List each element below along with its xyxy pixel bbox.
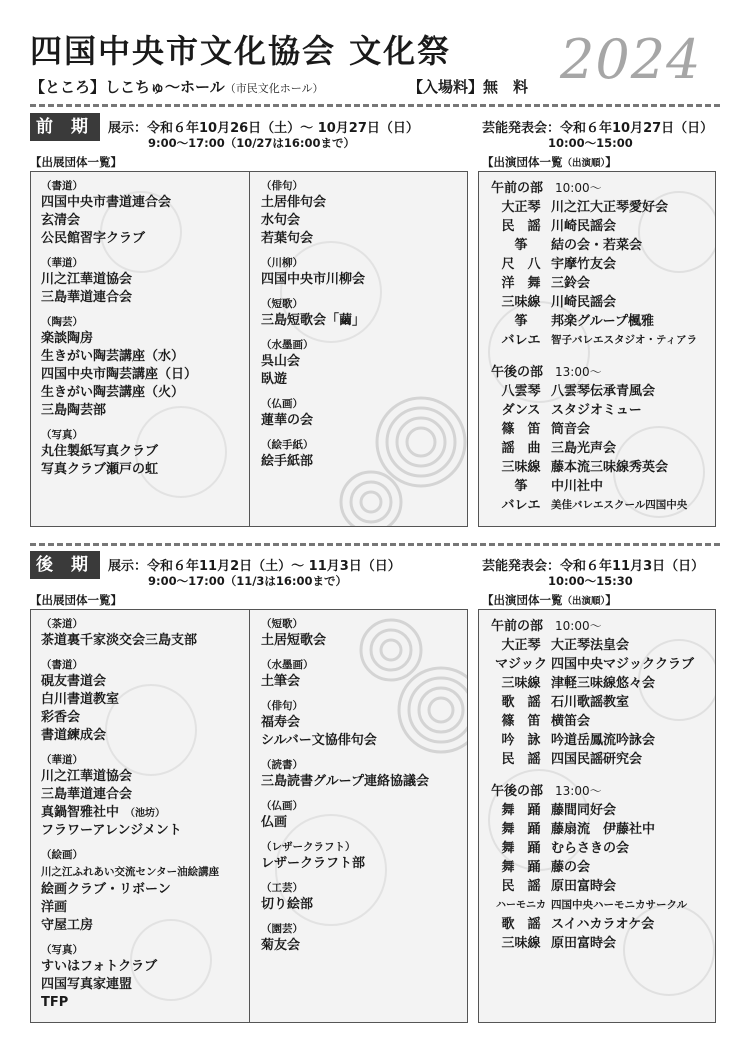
performer-genre: 大正琴	[501, 200, 541, 215]
spacer	[491, 769, 713, 781]
exhibitor-text: 写真クラブ瀬戸の虹	[41, 462, 159, 477]
session-time: 10:00～	[555, 181, 602, 195]
exhibitor-text: 川之江華道協会	[41, 769, 133, 784]
performer-box	[478, 171, 716, 527]
exhibitor-name	[261, 855, 461, 873]
exhibitor-text: すいはフォトクラブ	[41, 959, 158, 974]
exhibitor-name	[41, 289, 247, 307]
exhibitor-name	[41, 768, 247, 786]
performer-genre: 大正琴	[501, 638, 541, 653]
exhibitor-text: 生きがい陶芸講座（水）	[41, 349, 185, 364]
category-label: （短歌）	[261, 618, 303, 630]
category-block	[41, 942, 247, 1012]
exhibitor-note: （池坊）	[125, 808, 166, 819]
exhibition-hours: 9:00～17:00（11/3は16:00まで）	[148, 574, 348, 588]
venue-subname: （市民文化ホール）	[224, 82, 324, 95]
exhibitor-name	[261, 412, 461, 430]
category-label: （水墨画）	[261, 339, 314, 351]
category-block	[41, 616, 247, 650]
performer-column	[491, 616, 713, 953]
category-label: （短歌）	[261, 298, 303, 310]
performer-list-label	[482, 592, 617, 608]
exhibitor-text: 守屋工房	[41, 918, 94, 933]
session-title	[491, 616, 713, 636]
performer-genre: 舞 踊	[501, 803, 541, 818]
category-label: （仏画）	[261, 398, 303, 410]
exhibitor-text: 生きがい陶芸講座（火）	[41, 385, 185, 400]
spacer	[491, 350, 713, 362]
performer-name: 藤の会	[551, 860, 591, 875]
session-label: 午前の部	[491, 181, 544, 196]
performer-name: 藤間同好会	[551, 803, 617, 818]
category-label: （絵手紙）	[261, 439, 314, 451]
exhibitor-text: 硯友書道会	[41, 674, 107, 689]
performer-row	[491, 382, 713, 401]
exhibitor-box	[30, 609, 468, 1023]
performer-genre: 歌 謡	[501, 695, 541, 710]
exhibitor-name	[261, 194, 461, 212]
exhibitor-text: 川之江華道協会	[41, 272, 133, 287]
category-block	[41, 255, 247, 307]
performer-name: 三島光声会	[551, 441, 617, 456]
performer-name: 筒音会	[551, 422, 591, 437]
performer-row	[491, 274, 713, 293]
exhibitor-text: 福寿会	[261, 715, 301, 730]
performer-list-note: （出演順）	[562, 596, 606, 607]
exhibitor-name	[41, 230, 247, 248]
category-label: （仏画）	[261, 800, 303, 812]
exhibitor-name	[41, 976, 247, 994]
performer-name: 原田富時会	[551, 879, 617, 894]
performer-genre: 三味線	[501, 936, 541, 951]
exhibitor-name	[41, 994, 247, 1012]
exhibitor-text: 真鍋智雅社中	[41, 805, 120, 820]
exhibitor-name	[41, 348, 247, 366]
exhibitor-name	[261, 714, 461, 732]
exhibitor-list-label: 【出展団体一覧】	[30, 593, 122, 607]
performance-hours: 10:00～15:00	[548, 136, 633, 150]
performer-genre: 八雲琴	[501, 384, 541, 399]
performer-name: 藤扇流 伊藤社中	[551, 822, 656, 837]
second-period-section	[0, 551, 744, 1031]
exhibitor-text: 臥遊	[261, 372, 288, 387]
category-block	[41, 427, 247, 479]
exhibitor-text: 土筆会	[261, 674, 301, 689]
performer-row	[491, 198, 713, 217]
performer-row	[491, 496, 713, 515]
exhibitor-name	[41, 691, 247, 709]
exhibitor-name	[261, 453, 461, 471]
performer-row	[491, 439, 713, 458]
exhibitor-text: フラワーアレンジメント	[41, 823, 182, 838]
performer-name: 宇摩竹友会	[551, 257, 617, 272]
exhibitor-text: 菊友会	[261, 938, 301, 953]
category-block	[261, 880, 461, 914]
admission-fee: 【入場料】無 料	[408, 78, 529, 96]
exhibitor-text: 三島華道連合会	[41, 290, 133, 305]
exhibitor-text: 四国中央市陶芸講座（日）	[41, 367, 198, 382]
exhibitor-column-right	[261, 178, 461, 478]
category-label: （書道）	[41, 659, 83, 671]
category-block	[261, 698, 461, 750]
performer-row	[491, 731, 713, 750]
performance-hours: 10:00～15:30	[548, 574, 633, 588]
exhibitor-text: 白川書道教室	[41, 692, 120, 707]
session-time: 13:00～	[555, 365, 602, 379]
performer-name: 三鈴会	[551, 276, 591, 291]
exhibitor-name	[261, 312, 461, 330]
exhibitor-text: 楽談陶房	[41, 331, 94, 346]
exhibitor-name	[41, 443, 247, 461]
exhibitor-name	[261, 271, 461, 289]
category-label: （読書）	[261, 759, 303, 771]
performer-genre: 篠 笛	[501, 714, 541, 729]
exhibitor-column-right	[261, 616, 461, 962]
exhibitor-name	[41, 384, 247, 402]
category-block	[41, 847, 247, 935]
category-label: （レザークラフト）	[261, 841, 356, 853]
performer-row	[491, 401, 713, 420]
exhibitor-name	[41, 881, 247, 899]
performer-row	[491, 293, 713, 312]
exhibitor-name	[41, 899, 247, 917]
exhibitor-name	[261, 212, 461, 230]
category-block	[261, 657, 461, 691]
performer-name: 美佳バレエスクール四国中央	[551, 499, 688, 511]
period-badge: 後 期	[30, 551, 100, 579]
session-label: 午後の部	[491, 784, 544, 799]
performer-list-title: 【出演団体一覧	[482, 593, 563, 607]
performer-genre: 歌 謡	[501, 917, 541, 932]
exhibitor-text: シルバー文協俳句会	[261, 733, 377, 748]
exhibitor-text: 茶道裏千家淡交会三島支部	[41, 633, 198, 648]
performer-list-close: 】	[605, 593, 617, 607]
exhibitor-name	[41, 366, 247, 384]
performer-genre: マジック	[494, 657, 547, 672]
exhibitor-name	[261, 353, 461, 371]
session-time: 13:00～	[555, 784, 602, 798]
performer-name: 川之江大正琴愛好会	[551, 200, 669, 215]
exhibitor-name	[41, 461, 247, 479]
category-label: （俳句）	[261, 180, 303, 192]
exhibitor-text: 土居短歌会	[261, 633, 327, 648]
category-block	[261, 616, 461, 650]
performer-name: 智子バレエスタジオ・ティアラ	[551, 334, 698, 346]
exhibitor-text: 四国写真家連盟	[41, 977, 133, 992]
exhibitor-name	[261, 632, 461, 650]
category-block	[261, 921, 461, 955]
exhibitor-name	[261, 230, 461, 248]
performer-genre: 筝	[514, 238, 528, 253]
category-label: （川柳）	[261, 257, 303, 269]
exhibitor-name	[41, 212, 247, 230]
session-label: 午後の部	[491, 365, 544, 380]
performer-name: 吟道岳鳳流吟詠会	[551, 733, 656, 748]
session-time: 10:00～	[555, 619, 602, 633]
exhibitor-name	[41, 958, 247, 976]
performer-name: 八雲琴伝承青風会	[551, 384, 656, 399]
event-year: 2024	[560, 28, 702, 91]
exhibitor-text: 公民館習字クラブ	[41, 231, 146, 246]
performer-name: 原田富時会	[551, 936, 617, 951]
category-label: （写真）	[41, 944, 83, 956]
performer-row	[491, 839, 713, 858]
performer-genre: 吟 詠	[501, 733, 541, 748]
category-block	[261, 437, 461, 471]
exhibitor-text: 三島華道連合会	[41, 787, 133, 802]
exhibitor-name	[41, 786, 247, 804]
exhibitor-text: 彩香会	[41, 710, 81, 725]
performer-row	[491, 858, 713, 877]
category-block	[261, 798, 461, 832]
exhibitor-text: 四国中央市書道連合会	[41, 195, 172, 210]
performer-list-note: （出演順）	[562, 158, 606, 169]
performer-name: 四国民謡研究会	[551, 752, 643, 767]
exhibitor-text: 若葉句会	[261, 231, 314, 246]
performer-row	[491, 420, 713, 439]
exhibitor-name	[261, 937, 461, 955]
performer-row	[491, 655, 713, 674]
category-label: （陶芸）	[41, 316, 83, 328]
session-title	[491, 178, 713, 198]
exhibitor-text: 洋画	[41, 900, 68, 915]
exhibitor-box	[30, 171, 468, 527]
exhibitor-text: 四国中央市川柳会	[261, 272, 366, 287]
category-block	[261, 396, 461, 430]
exhibitor-text: TFP	[41, 995, 69, 1010]
performer-row	[491, 896, 713, 915]
performer-genre: 舞 踊	[501, 860, 541, 875]
exhibitor-text: 土居俳句会	[261, 195, 327, 210]
exhibitor-text: 蓮華の会	[261, 413, 314, 428]
exhibitor-text: 水句会	[261, 213, 301, 228]
performer-name: 川崎民謡会	[551, 219, 617, 234]
exhibitor-name	[261, 732, 461, 750]
performer-name: 結の会・若菜会	[551, 238, 643, 253]
performer-name: 横笛会	[551, 714, 591, 729]
performer-name: 四国中央ハーモニカサークル	[551, 899, 688, 911]
exhibitor-name	[261, 896, 461, 914]
exhibitor-column-left	[41, 178, 247, 486]
performer-row	[491, 255, 713, 274]
venue-info	[30, 76, 323, 97]
exhibitor-text: 玄清会	[41, 213, 81, 228]
period-badge: 前 期	[30, 113, 100, 141]
exhibitor-text: 川之江ふれあい交流センター油絵講座	[41, 866, 220, 878]
exhibitor-text: 切り絵部	[261, 897, 314, 912]
category-label: （工芸）	[261, 882, 303, 894]
exhibitor-text: 呉山会	[261, 354, 301, 369]
exhibitor-name	[261, 371, 461, 389]
category-block	[41, 657, 247, 745]
exhibitor-name	[41, 402, 247, 420]
performer-row	[491, 693, 713, 712]
performer-row	[491, 217, 713, 236]
exhibitor-name	[41, 822, 247, 840]
performer-list-title: 【出演団体一覧	[482, 155, 563, 169]
exhibition-hours: 9:00～17:00（10/27は16:00まで）	[148, 136, 356, 150]
performance-date: 芸能発表会：令和６年10月27日（日）	[482, 121, 714, 136]
performer-name: スタジオミュー	[551, 403, 642, 418]
exhibitor-name	[41, 709, 247, 727]
performer-row	[491, 236, 713, 255]
exhibitor-text: 三島陶芸部	[41, 403, 107, 418]
exhibitor-text: 仏画	[261, 815, 288, 830]
first-period-section	[0, 113, 744, 533]
performer-genre: 筝	[514, 479, 528, 494]
exhibitor-name	[41, 863, 247, 881]
category-block	[261, 757, 461, 791]
performer-genre: 洋 舞	[501, 276, 541, 291]
session-label: 午前の部	[491, 619, 544, 634]
category-block	[261, 255, 461, 289]
performer-row	[491, 312, 713, 331]
performer-name: 津軽三味線悠々会	[551, 676, 656, 691]
performer-row	[491, 331, 713, 350]
performer-row	[491, 458, 713, 477]
category-label: （華道）	[41, 257, 83, 269]
performer-row	[491, 934, 713, 953]
exhibitor-name	[41, 917, 247, 935]
exhibitor-text: レザークラフト部	[261, 856, 366, 871]
performer-name: 石川歌謡教室	[551, 695, 630, 710]
category-label: （茶道）	[41, 618, 83, 630]
category-label: （華道）	[41, 754, 83, 766]
exhibition-dates: 展示：令和６年10月26日（土）～ 10月27日（日）	[108, 121, 419, 136]
exhibitor-text: 三島読書グループ連絡協議会	[261, 774, 429, 789]
performer-genre: 尺 八	[501, 257, 541, 272]
exhibitor-name	[41, 330, 247, 348]
performer-genre: 舞 踊	[501, 841, 541, 856]
performer-box	[478, 609, 716, 1023]
performer-genre: 民 謡	[501, 219, 541, 234]
session-title	[491, 362, 713, 382]
exhibitor-name	[41, 632, 247, 650]
performer-name: むらさきの会	[551, 841, 630, 856]
exhibitor-column-left	[41, 616, 247, 1019]
performer-genre: 三味線	[501, 460, 541, 475]
performer-column	[491, 178, 713, 515]
category-label: （俳句）	[261, 700, 303, 712]
performer-genre: ダンス	[501, 403, 541, 418]
exhibitor-list-label: 【出展団体一覧】	[30, 155, 122, 169]
page-title: 四国中央市文化協会 文化祭	[30, 32, 452, 70]
performer-row	[491, 820, 713, 839]
performer-genre: 三味線	[501, 295, 541, 310]
exhibitor-name	[41, 673, 247, 691]
performer-genre: 舞 踊	[501, 822, 541, 837]
performer-row	[491, 750, 713, 769]
performer-genre: 篠 笛	[501, 422, 541, 437]
performer-name: スイハカラオケ会	[551, 917, 655, 932]
performer-genre: バレエ	[501, 333, 541, 348]
performer-name: 中川社中	[551, 479, 604, 494]
performer-name: 四国中央マジッククラブ	[551, 657, 695, 672]
performer-genre: 民 謡	[501, 879, 541, 894]
performer-list-label	[482, 154, 617, 170]
performer-name: 藤本流三味線秀英会	[551, 460, 669, 475]
category-block	[41, 314, 247, 420]
column-divider	[249, 610, 250, 1022]
exhibitor-text: 書道練成会	[41, 728, 107, 743]
exhibitor-name	[41, 194, 247, 212]
exhibitor-name	[41, 271, 247, 289]
column-divider	[249, 172, 250, 526]
exhibitor-text: 丸住製紙写真クラブ	[41, 444, 159, 459]
performer-genre: バレエ	[501, 498, 541, 513]
category-block	[41, 752, 247, 840]
section-divider	[30, 543, 720, 546]
category-label: （写真）	[41, 429, 83, 441]
category-block	[261, 178, 461, 248]
exhibitor-name	[41, 804, 247, 822]
performer-row	[491, 877, 713, 896]
performer-name: 大正琴法皇会	[551, 638, 630, 653]
performer-genre: 民 謡	[501, 752, 541, 767]
exhibitor-name	[261, 773, 461, 791]
category-label: （絵画）	[41, 849, 83, 861]
performer-row	[491, 674, 713, 693]
performer-name: 邦楽グループ楓雅	[551, 314, 654, 329]
category-label: （水墨画）	[261, 659, 314, 671]
exhibitor-text: 三島短歌会「繭」	[261, 313, 366, 328]
performer-row	[491, 801, 713, 820]
exhibitor-name	[261, 814, 461, 832]
exhibitor-text: 絵手紙部	[261, 454, 314, 469]
section-divider	[30, 104, 720, 107]
category-block	[41, 178, 247, 248]
category-block	[261, 839, 461, 873]
exhibitor-text: 絵画クラブ・リボーン	[41, 882, 171, 897]
venue-name: 【ところ】しこちゅ～ホール	[30, 78, 225, 96]
performer-name: 川崎民謡会	[551, 295, 617, 310]
session-title	[491, 781, 713, 801]
exhibitor-name	[41, 727, 247, 745]
performer-genre: 謡 曲	[501, 441, 541, 456]
category-label: （園芸）	[261, 923, 303, 935]
performer-genre: 筝	[514, 314, 528, 329]
exhibitor-name	[261, 673, 461, 691]
category-block	[261, 337, 461, 389]
performer-genre: 三味線	[501, 676, 541, 691]
exhibition-dates: 展示：令和６年11月2日（土）～ 11月3日（日）	[108, 559, 401, 574]
performer-genre: ハーモニカ	[496, 900, 546, 911]
category-block	[261, 296, 461, 330]
performance-date: 芸能発表会：令和６年11月3日（日）	[482, 559, 705, 574]
performer-row	[491, 915, 713, 934]
category-label: （書道）	[41, 180, 83, 192]
performer-row	[491, 477, 713, 496]
performer-row	[491, 712, 713, 731]
performer-list-close: 】	[605, 155, 617, 169]
performer-row	[491, 636, 713, 655]
